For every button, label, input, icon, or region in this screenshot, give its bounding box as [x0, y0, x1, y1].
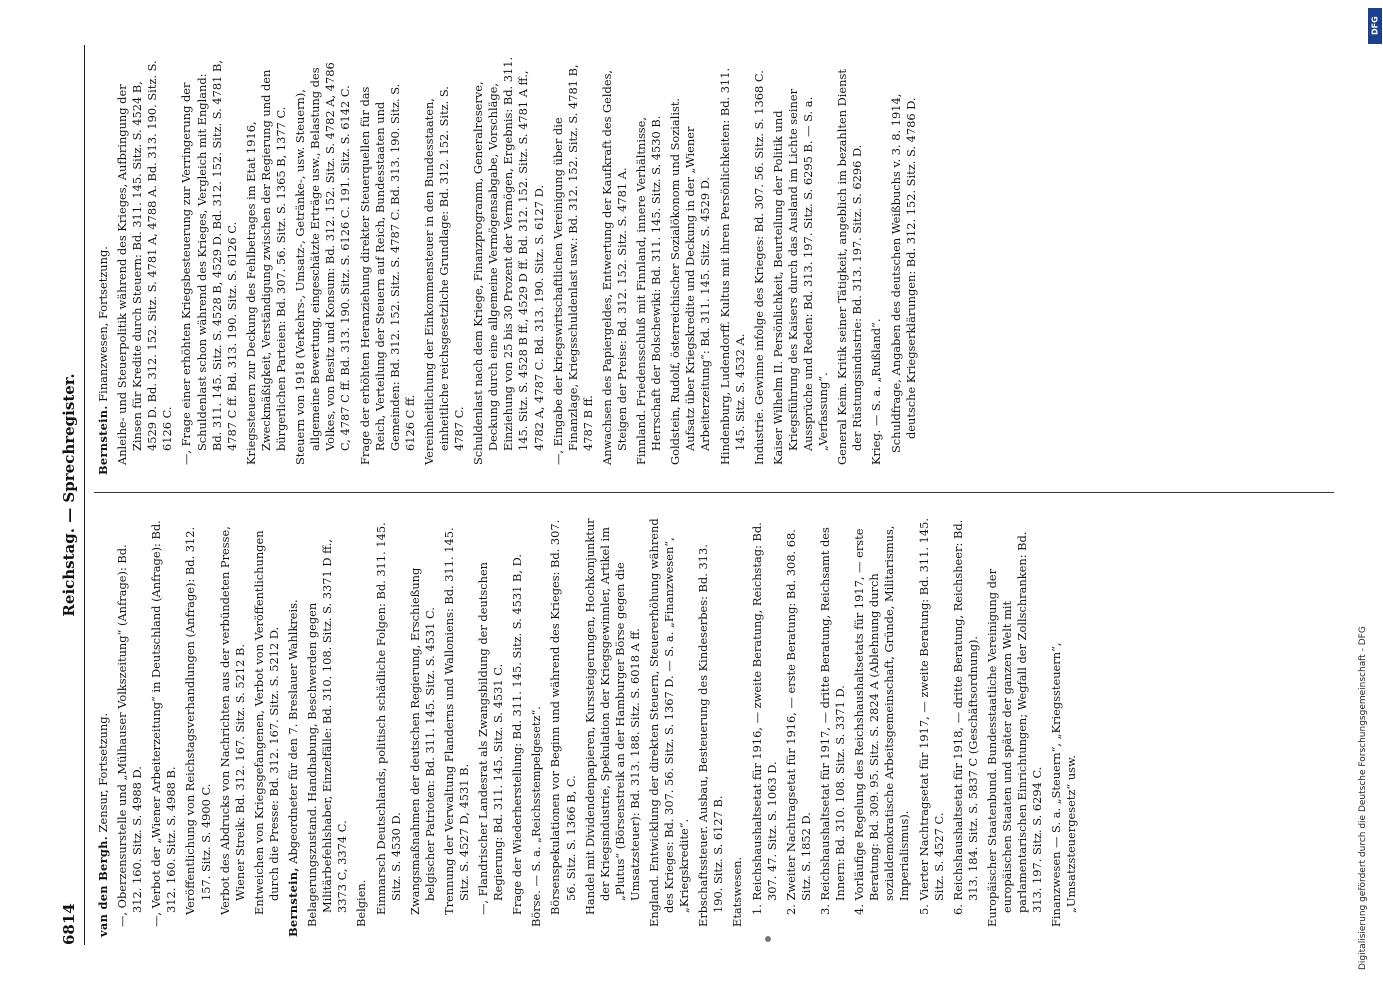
left-entry — [305, 517, 350, 927]
entry-text: Schuldfrage, Angaben des deutschen Weißbuchs v. 3. 8. 1914, deutsche Kriegserklärungen: Bd. 312. 152. Sitz. S. 4786 D. — [888, 93, 918, 453]
left-entry — [696, 517, 726, 927]
entry-text: Belagerungszustand. Handhabung, Beschwerden gegen Militärbefehlshaber, Einzelfälle: Bd. 310. 108. Sitz. S. 3371 D ff., 3373 C, 3374 C. — [305, 538, 350, 927]
left-entry — [985, 517, 1045, 927]
right-entry — [96, 55, 111, 475]
entry-text: 3. Reichshaushaltsetat für 1917, — dritte Beratung, Reichsamt des Innern: Bd. 310. 108. Sitz. S. 3371 D. — [817, 527, 848, 915]
credit-text: Digitalisierung gefördert durch die Deutsche Forschungsgemeinschaft - DFG — [1358, 626, 1368, 970]
left-entry — [476, 517, 506, 915]
left-entry — [354, 517, 369, 927]
left-entry — [917, 517, 947, 915]
entry-text: Trennung der Verwaltung Flanderns und Walloniens: Bd. 311. 145. Sitz. S. 4527 D, 4531 B. — [441, 527, 471, 915]
left-entry — [510, 517, 525, 915]
entry-text: —, Frage einer erhöhten Kriegsbesteuerung zur Verringerung der Schuldenlast schon während des Krieges, Vergleich mit England: Bd. 311. 145. Sitz. S. 4528 B, 4529 D. Bd. 312. 152. Sitz. S. 4781 B, 4787 C ff. Bd. 313. 190. Sitz. S. 6126 C. — [179, 60, 239, 465]
left-entry — [218, 517, 248, 915]
entry-text: —, Oberzensurstelle und „Mülhauser Volkszeitung“ (Anfrage): Bd. 312. 160. Sitz. S. 4988 D. — [115, 544, 145, 927]
right-entry — [551, 55, 596, 465]
left-entry — [1049, 517, 1079, 927]
running-head — [60, 45, 82, 945]
left-entry — [183, 517, 213, 915]
header-rule — [84, 45, 85, 945]
entry-text: Finnland. Friedensschluß mit Finnland, innere Verhältnisse, Herrschaft der Bolschewiki: Bd. 311. 145. Sitz. S. 4530 B. — [634, 115, 664, 465]
right-entry — [358, 55, 418, 465]
right-entry — [422, 55, 467, 465]
left-entry — [442, 517, 472, 915]
left-entry — [252, 517, 282, 915]
entry-text: Einmarsch Deutschlands, politisch schädliche Folgen: Bd. 311. 145. Sitz. S. 4530 D. — [373, 522, 403, 915]
entry-headword: Bernstein, — [286, 867, 301, 937]
right-column — [96, 55, 1346, 475]
right-entry — [835, 55, 865, 465]
entry-text: 1. Reichshaushaltsetat für 1916, — zweite Beratung, Reichstag: Bd. 307. 47. Sitz. S. 1063 D. — [749, 522, 779, 915]
digitization-credit — [1358, 10, 1378, 990]
entry-text: 2. Zweiter Nachtragsetat für 1916, — erste Beratung: Bd. 308. 68. Sitz. S. 1852 D. — [783, 529, 813, 915]
entry-text: Vereinheitlichung der Einkommensteuer in den Bundesstaaten, einheitliche reichsgesetzliche Grundlage: Bd. 312. 152. Sitz. S. 4787 C. — [421, 86, 467, 465]
entry-text: Börse. — S. a. „Reichsstempelgesetz“. — [529, 706, 544, 927]
entry-text: Anleihe- und Steuerpolitik während des Krieges, Aufbringung der Zinsen für Kredite durch Steuern: Bd. 311. 145. Sitz. S. 4524 B, 4529 D. Bd. 312. 152. Sitz. S. 4781 A, 4788 A. Bd. 313. 190. Sitz. S. 6126 C. — [115, 60, 175, 465]
right-entry — [869, 55, 884, 465]
left-entry — [951, 517, 981, 915]
right-entry — [244, 55, 289, 465]
left-entry — [818, 517, 848, 915]
entry-text: Zwangsmaßnahmen der deutschen Regierung, Erschießung belgischer Patrioten: Bd. 311. 145. Sitz. S. 4531 C. — [407, 567, 437, 915]
entry-text: Frage der erhöhten Heranziehung direkter Steuerquellen für das Reich, Verteilung der Steuern auf Reich, Bundesstaaten und Gemeinden: Bd. 312. 152. Sitz. S. 4787 C. Bd. 313. 190. Sitz. S. 6126 C ff. — [357, 83, 417, 465]
entry-text: Belgien. — [354, 879, 369, 927]
left-entry — [784, 517, 814, 915]
left-entry — [730, 517, 745, 927]
left-entry — [149, 517, 179, 927]
entry-text: Handel mit Dividendenpapieren, Kurssteigerungen, Hochkonjunktur der Kriegsindustrie, Spekulation der Kriegsgewinnler, Artikel im „Plutus“ (Börsenstreik an der Hamburger Börse gegen die Umsatzsteuer): Bd. 313. 188. Sitz. S. 6018 A ff. — [582, 518, 642, 915]
entry-text: Europäischer Staatenbund. Bundesstaatliche Vereinigung der europäischen Staaten und später der ganzen Welt mit parlamentarischen Einrichtungen; Wegfall der Zollschranken: Bd. 313. 197. Sitz. S. 6294 C. — [984, 531, 1045, 927]
right-entry — [771, 55, 831, 465]
left-entry — [647, 517, 692, 927]
entry-text: Entweichen von Kriegsgefangenen, Verbot von Veröffentlichungen durch die Presse: Bd. 312. 167. Sitz. S. 5212 D. — [251, 530, 281, 915]
rotated-page — [60, 45, 1350, 945]
page-mark — [765, 936, 771, 942]
dfg-logo: DFG — [1368, 8, 1382, 44]
left-entry — [408, 517, 438, 915]
left-column — [96, 517, 1346, 937]
entry-text: —, Verbot der „Wiener Arbeiterzeitung“ in Deutschland (Anfrage): Bd. 312. 160. Sitz. S. 4988 B. — [149, 520, 179, 927]
entry-text: England. Entwicklung der direkten Steuern, Steuererhöhung während des Krieges: Bd. 307. 56. Sitz. S. 1367 D. — S. a. „Finanzwesen“, „Kriegskredite“. — [647, 518, 692, 927]
left-entry — [583, 517, 643, 915]
entry-text: Finanzwesen, Fortsetzung. — [96, 246, 110, 402]
entry-text: Börsenspekulationen vor Beginn und während des Krieges: Bd. 307. 56. Sitz. S. 1366 B, C. — [548, 519, 578, 915]
left-entry — [374, 517, 404, 915]
column-divider — [94, 492, 1334, 493]
entry-text: 5. Vierter Nachtragsetat für 1917, — zweite Beratung: Bd. 311. 145. Sitz. S. 4527 C. — [916, 518, 946, 915]
left-entry — [548, 517, 578, 915]
right-entry — [115, 55, 175, 465]
right-entry — [471, 55, 546, 465]
right-entry — [668, 55, 713, 465]
left-entry — [852, 517, 912, 915]
right-entry — [600, 55, 630, 465]
right-entry — [718, 55, 748, 465]
entry-text: Erbschaftssteuer. Ausbau, Besteuerung des Kindeserbes: Bd. 313. 190. Sitz. S. 6127 B. — [696, 544, 726, 927]
entry-text: Schuldenlast nach dem Kriege, Finanzprogramm, Generalreserve, Deckung durch eine allgemeine Vermögensabgabe, Vorschläge, Einziehung von 25 bis 30 Prozent der Vermögen, Ergebnis: Bd. 311. 145. Sitz. S. 4528 B ff., 4529 D ff. Bd. 312. 152. Sitz. S. 4781 A ff., 4782 A, 4787 C. Bd. 313. 190. Sitz. S. 6127 D. — [471, 56, 546, 465]
left-entry — [750, 517, 780, 915]
entry-text: 6. Reichshaushaltsetat für 1918, — dritte Beratung, Reichsheer: Bd. 313. 184. Sitz. S. 5837 C (Geschäftsordnung). — [950, 519, 980, 915]
entry-text: Hindenburg, Ludendorff. Kultus mit ihren Persönlichkeiten: Bd. 311. 145. Sitz. S. 4532 A. — [717, 67, 747, 465]
entry-text: Kriegssteuern zur Deckung des Fehlbetrages im Etat 1916, Zweckmäßigkeit, Verständigung zwischen der Regierung und den bürgerlichen Parteien: Bd. 307. 56. Sitz. S. 1365 B, 1377 C. — [243, 69, 289, 465]
entry-text: Industrie. Gewinne infolge des Krieges: Bd. 307. 56. Sitz. S. 1368 C. — [751, 70, 766, 465]
entry-text: Etatswesen. — [730, 856, 745, 927]
entry-text: 4. Vorläufige Regelung des Reichshaushaltsetats für 1917, — erste Beratung: Bd. 309. 95. Sitz. S. 2824 A (Ablehnung durch sozialdemokratische Arbeitsgemeinschaft, Gründe, Militarismus, Imperialismus). — [852, 525, 912, 915]
right-entry — [293, 55, 353, 465]
entry-text: Goldstein, Rudolf, österreichischer Sozialökonom und Sozialist. Aufsatz über Kriegskredite und Deckung in der „Wiener Arbeiterzeitung“: Bd. 311. 145. Sitz. S. 4529 D. — [668, 97, 713, 465]
right-entry — [634, 55, 664, 465]
entry-text: —, Flandrischer Landesrat als Zwangsbildung der deutschen Regierung: Bd. 311. 145. Sitz. S. 4531 C. — [476, 561, 506, 915]
entry-text: Abgeordneter für den 7. Breslauer Wahlkreis. — [286, 599, 301, 864]
entry-text: General Keim. Kritik seiner Tätigkeit, angeblich im bezahlten Dienst der Rüstungsindustrie: Bd. 313. 197. Sitz. S. 6296 D. — [835, 69, 865, 465]
entry-headword: Bernstein. — [96, 405, 110, 475]
entry-text: Krieg. — S. a. „Rußland“. — [869, 318, 884, 465]
page-number: 6814 — [60, 903, 78, 945]
right-entry — [752, 55, 767, 465]
right-entry — [179, 55, 239, 465]
entry-text: Anwachsen des Papiergeldes, Entwertung der Kaufkraft des Geldes, Steigen der Preise: Bd. 312. 152. Sitz. S. 4781 A. — [599, 69, 629, 465]
entry-text: Kaiser Wilhelm II. Persönlichkeit, Beurteilung der Politik und Kriegsführung des Kaisers durch das Ausland im Lichte seiner Aussprüche und Reden: Bd. 313. 197. Sitz. S. 6295 B. — S. a. „Verfassung“. — [770, 88, 831, 465]
left-entry — [529, 517, 544, 927]
entry-text: —, Eingabe der kriegswirtschaftlichen Vereinigung über die Finanzlage, Kriegsschuldenlast usw.: Bd. 312. 152. Sitz. S. 4781 B, 4787 B ff. — [550, 64, 595, 465]
entry-text: Steuern von 1918 (Verkehrs-, Umsatz-, Getränke-, usw. Steuern), allgemeine Bewertung, eingeschätzte Erträge usw., Belastung des Volkes, von Besitz und Konsum: Bd. 312. 152. Sitz. S. 4782 A, 4786 C, 4787 C ff. Bd. 313. 190. Sitz. S. 6126 C. 191. Sitz. S. 6142 C. — [293, 62, 353, 465]
left-entry — [286, 517, 301, 937]
right-entry — [889, 55, 919, 453]
left-entry — [96, 517, 111, 937]
entry-text: Finanzwesen — S. a. „Steuern“, „Kriegssteuern“, „Umsatzsteuergesetz“ usw. — [1049, 642, 1079, 927]
entry-text: Veröffentlichung von Reichstagsverhandlungen (Anfrage): Bd. 312. 157. Sitz. S. 4900 C. — [183, 526, 213, 915]
entry-text: Verbot des Abdrucks von Nachrichten aus der verbündeten Presse, Wiener Streik: Bd. 312. 167. Sitz. S. 5212 B. — [217, 526, 247, 915]
page-title: Reichstag. — Sprechregister. — [60, 373, 78, 617]
entry-text: Frage der Wiederherstellung: Bd. 311. 145. Sitz. S. 4531 B, D. — [510, 554, 525, 915]
entry-text: Zensur, Fortsetzung. — [96, 712, 110, 833]
entry-headword: van den Bergh. — [96, 836, 110, 937]
left-entry — [115, 517, 145, 927]
